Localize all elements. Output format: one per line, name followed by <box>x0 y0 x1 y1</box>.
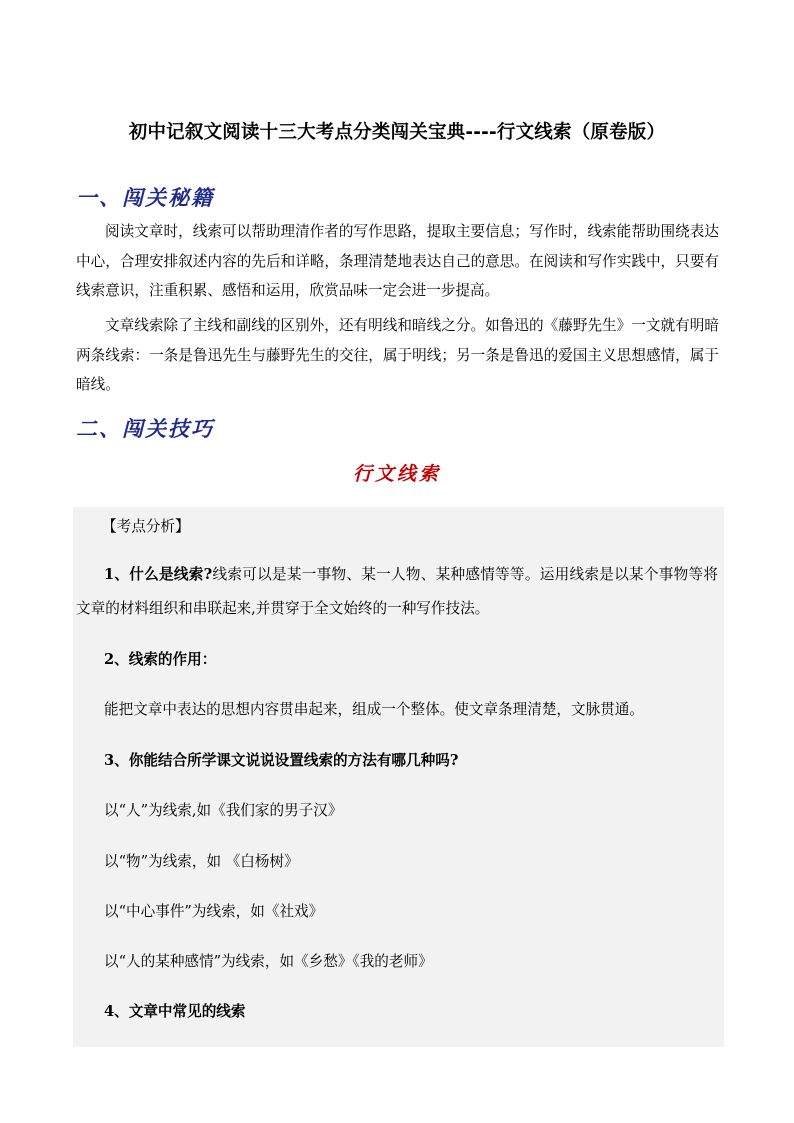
topic-subtitle: 行文线索 <box>352 463 441 485</box>
question-2-answer: 能把文章中表达的思想内容贯串起来，组成一个整体。使文章条理清楚，文脉贯通。 <box>104 701 644 718</box>
analysis-tag: 【考点分析】 <box>102 518 190 535</box>
section-heading-techniques: 二、闯关技巧 <box>76 416 214 441</box>
method-item: 以“人”为线索,如《我们家的男子汉》 <box>104 802 343 819</box>
intro-paragraph-2: 文章线索除了主线和副线的区别外，还有明线和暗线之分。如鲁迅的《藤野先生》一文就有明暗两条线索：一条是鲁迅先生与藤野先生的交往，属于明线；另一条是鲁迅的爱国主义思想感情，属于暗线。 <box>76 317 719 393</box>
section-heading-secrets: 一、闯关秘籍 <box>76 185 214 210</box>
method-item: 以“物”为线索，如 《白杨树》 <box>104 853 299 870</box>
question-4: 4、文章中常见的线索 <box>104 1003 246 1020</box>
method-item: 以“中心事件”为线索，如《社戏》 <box>104 903 324 920</box>
question-2: 2、线索的作用： <box>104 651 217 668</box>
question-1 <box>76 558 718 626</box>
question-1-lead: 1、什么是线索? <box>104 566 213 583</box>
method-item: 以“人的某种感情”为线索，如《乡愁》《我的老师》 <box>104 953 433 970</box>
document-title: 初中记叙文阅读十三大考点分类闯关宝典----行文线索（原卷版） <box>128 122 666 143</box>
intro-paragraph-1: 阅读文章时，线索可以帮助理清作者的写作思路，提取主要信息；写作时，线索能帮助围绕表达中心，合理安排叙述内容的先后和详略，条理清楚地表达自己的意思。在阅读和写作实践中，只要有线索意识，注重积累、感悟和运用，欣赏品味一定会进一步提高。 <box>76 223 719 299</box>
question-1-body: 线索可以是某一事物、某一人物、某种感情等等。运用线索是以某个事物等将文章的材料组织和串联起来,并贯穿于全文始终的一种写作技法。 <box>76 566 718 617</box>
question-3: 3、你能结合所学课文说说设置线索的方法有哪几种吗? <box>104 752 459 769</box>
